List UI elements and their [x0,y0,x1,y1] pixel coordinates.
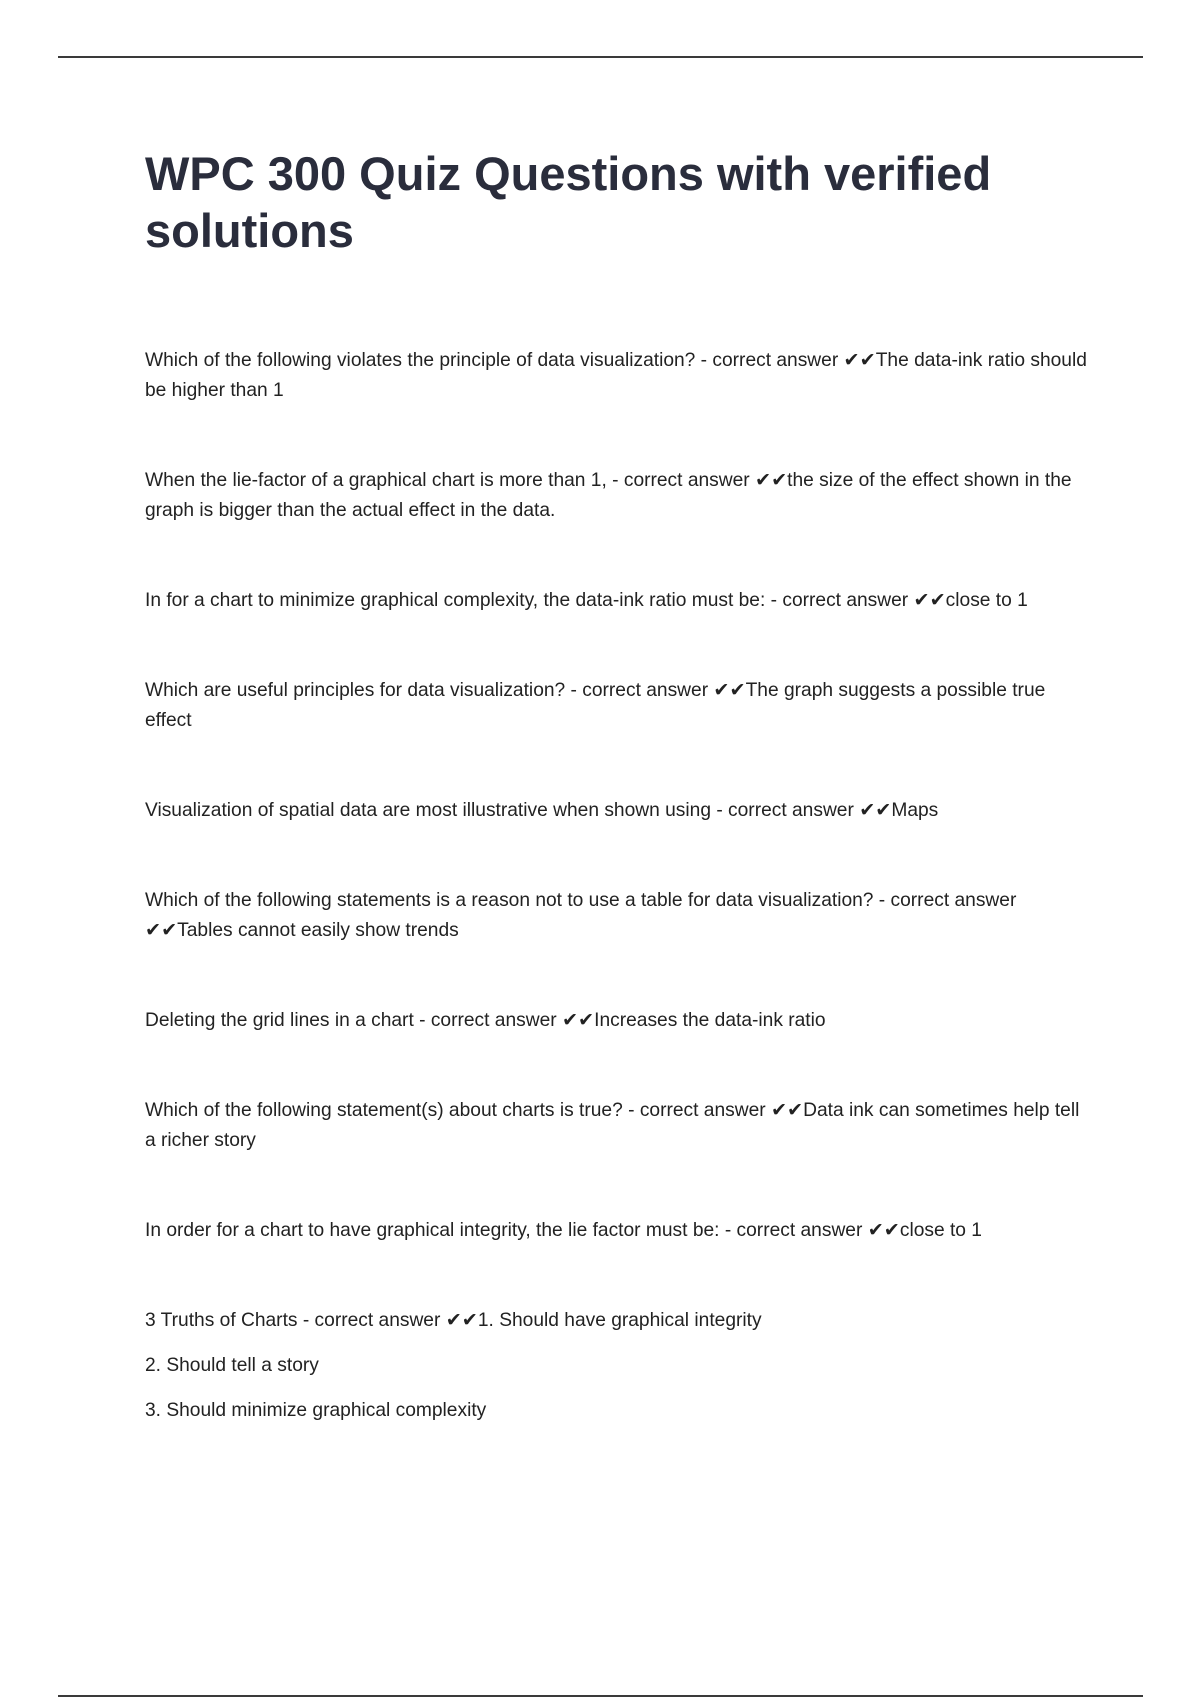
list-item [145,676,1095,736]
list-item [145,1306,1095,1426]
question-answer-text: 3 Truths of Charts - correct answer ✔✔1. Should have graphical integrity [145,1310,762,1331]
top-divider [58,56,1143,58]
page-title: WPC 300 Quiz Questions with verified solutions [145,147,992,257]
question-answer-text: Which are useful principles for data visualization? - correct answer ✔✔The graph suggests a possible true effect [145,680,1046,731]
list-item [145,796,1095,826]
list-item [145,466,1095,526]
question-answer-text: Visualization of spatial data are most illustrative when shown using - correct answer ✔✔Maps [145,800,939,821]
question-answer-text: In for a chart to minimize graphical complexity, the data-ink ratio must be: - correct answer ✔✔close to 1 [145,590,1028,611]
list-item [145,1216,1095,1246]
bottom-divider [58,1695,1143,1697]
list-item [145,1006,1095,1036]
question-list [145,346,1095,1486]
question-answer-text: When the lie-factor of a graphical chart is more than 1, - correct answer ✔✔the size of the effect shown in the graph is bigger than the actual effect in the data. [145,470,1072,521]
list-item [145,1096,1095,1156]
question-answer-text: Deleting the grid lines in a chart - correct answer ✔✔Increases the data-ink ratio [145,1010,826,1031]
answer-continuation-line: 3. Should minimize graphical complexity [145,1400,487,1421]
question-answer-text: Which of the following statements is a reason not to use a table for data visualization? - correct answer ✔✔Tables cannot easily show trends [145,890,1017,941]
question-answer-text: In order for a chart to have graphical integrity, the lie factor must be: - correct answer ✔✔close to 1 [145,1220,982,1241]
list-item [145,346,1095,406]
list-item [145,586,1095,616]
answer-continuation-line: 2. Should tell a story [145,1355,319,1376]
list-item [145,886,1095,946]
question-answer-text: Which of the following violates the principle of data visualization? - correct answer ✔✔The data-ink ratio should be higher than 1 [145,350,1087,401]
question-answer-text: Which of the following statement(s) about charts is true? - correct answer ✔✔Data ink can sometimes help tell a richer story [145,1100,1080,1151]
